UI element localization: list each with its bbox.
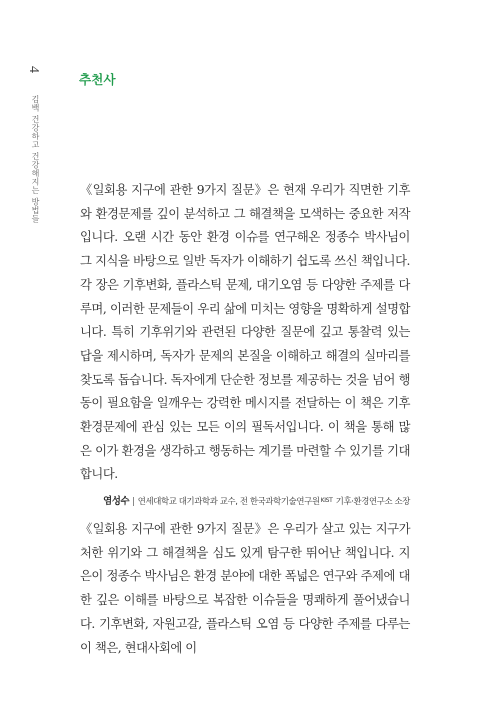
author-name: 염성수 bbox=[103, 496, 130, 507]
running-head: 김백 건강하고 건강해지는 방법들 bbox=[31, 95, 40, 224]
author-affiliation-abbr: KIST bbox=[320, 497, 333, 504]
attribution-separator: | bbox=[132, 496, 135, 506]
page-number: 4 bbox=[26, 66, 41, 73]
recommendation-attribution bbox=[96, 493, 410, 507]
recommendation-paragraph-1: 《일회용 지구에 관한 9가지 질문》은 현재 우리가 직면한 기후와 환경문제를 깊이 분석하고 그 해결책을 모색하는 중요한 저작입니다. 오랜 시간 동안 환경 이슈를 연구해온 정종수 박사님이 그 지식을 바탕으로 일반 독자가 이해하기 쉽도록 쓰신 책입니다. 각 장은 기후변화, 플라스틱 문제, 대기오염 등 다양한 주제를 다루며, 이러한 문제들이 우리 삶에 미치는 영향을 명확하게 설명합니다. 특히 기후위기와 관련된 다양한 질문에 깊고 통찰력 있는 답을 제시하며, 독자가 문제의 본질을 이해하고 해결의 실마리를 찾도록 돕습니다. 독자에게 단순한 정보를 제공하는 것을 넘어 행동이 필요함을 일깨우는 강력한 메시지를 전달하는 이 책은 기후 환경문제에 관심 있는 모든 이의 필독서입니다. 이 책을 통해 많은 이가 환경을 생각하고 행동하는 계기를 마련할 수 있기를 기대합니다. bbox=[80, 183, 410, 482]
recommendation-paragraph-2: 《일회용 지구에 관한 9가지 질문》은 우리가 살고 있는 지구가 처한 위기와 그 해결책을 심도 있게 탐구한 뛰어난 책입니다. 지은이 정종수 박사님은 환경 분야에 대한 폭넓은 연구와 주제에 대한 깊은 이해를 바탕으로 복잡한 이슈들을 명쾌하게 풀어냈습니다. 기후변화, 자원고갈, 플라스틱 오염 등 다양한 주제를 다루는 이 책은, 현대사회에 이 bbox=[80, 522, 410, 655]
author-affiliation: 연세대학교 대기과학과 교수, 전 한국과학기술연구원 bbox=[137, 496, 320, 506]
section-title: 추천사 bbox=[79, 72, 116, 87]
author-position: 기후·환경연구소 소장 bbox=[333, 496, 410, 506]
